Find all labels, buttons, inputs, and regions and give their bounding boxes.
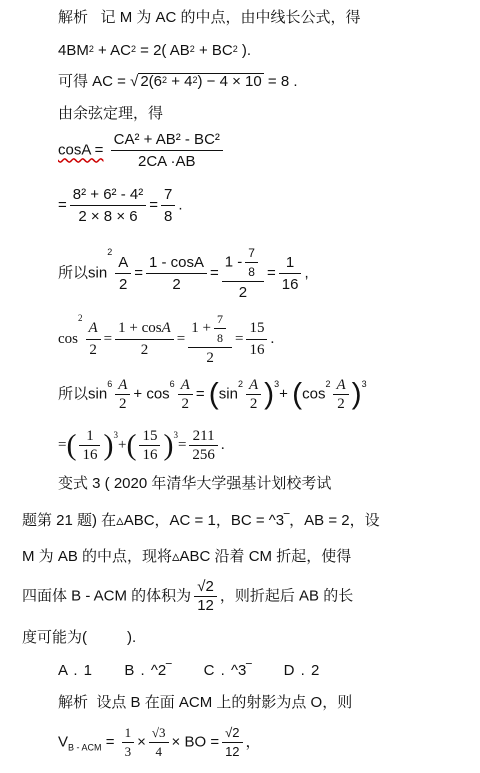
analysis-tag: 解析 bbox=[58, 9, 89, 26]
answer-options bbox=[58, 661, 319, 681]
analysis-line-1: 解析 记 M 为 AC 的中点，由中线长公式，得 bbox=[58, 9, 361, 26]
option-d: D . 2 bbox=[283, 662, 320, 679]
cos-squared-half: $\cos^2$ $\frac{A}{2}$ = $\frac{1 + \cos A}{2}$ = 1 + $\frac{7}{8}$ 2 = $\frac{15}{16}$ . bbox=[58, 312, 275, 366]
volume-formula: $V_{B - ACM}$ = $\frac{1}{3}$ × $\frac{√3}{4}$ × BO = $\frac{√2}{12}$ ， bbox=[58, 725, 261, 759]
problem-line-1: 题第 21 题) 在▵ABC，AC = 1，BC = ^3‾，AB = 2，设 bbox=[22, 512, 380, 529]
option-c: C . ^3‾ bbox=[203, 662, 252, 679]
cos-formula: cosA = $\frac{\text{CA² + AB² - BC²}}{2CA \cdot AB}$ bbox=[58, 129, 226, 172]
ac-result: 可得 AC = √ $2(6^2 + 4^2) - 4 \times 10 = 8$ . bbox=[58, 73, 298, 90]
median-formula: $4BM^2 + AC^2 = 2$( $AB^2 + BC^2$ ). bbox=[58, 42, 252, 59]
analysis-line-2: 解析 设点 B 在面 ACM 上的射影为点 O，则 bbox=[58, 694, 353, 711]
variant-3-heading: 变式 3 ( 2020 年清华大学强基计划校考试 bbox=[58, 475, 332, 492]
option-a: A . 1 bbox=[58, 662, 93, 679]
cos-value: = $\frac{\text{8² + 6² - 4²}}{2 \times 8 \times 6}$ = $\frac{7}{8}$ . bbox=[58, 186, 183, 225]
sin-squared-half: 所以$\sin^2$ $\frac{A}{2}$ = $\frac{1 - \cos A}{2}$ = 1 - $\frac{7}{8}$ 2 = $\frac{1}{16}$ , bbox=[58, 246, 309, 301]
sin6-cos6: 所以$\sin^6$ $\frac{A}{2}$ + $\cos^6$ $\frac{A}{2}$ = ($\sin^2$ $\frac{A}{2}$ )$^3+ (\cos^2$ $\frac{A}{2}$ )$^3$ bbox=[58, 377, 367, 412]
final-value: =( $\frac{1}{16}$ )$^3$+( $\frac{15}{16}$ )$^3$= $\frac{211}{256}$ . bbox=[58, 428, 225, 463]
cosine-law-intro: 由余弦定理，得 bbox=[58, 105, 164, 122]
problem-line-2: M 为 AB 的中点，现将▵ABC 沿着 CM 折起，使得 bbox=[22, 548, 352, 565]
problem-line-4: 度可能为( ). bbox=[22, 629, 137, 646]
option-b: B . ^2‾ bbox=[124, 662, 172, 679]
problem-line-3: 四面体 B - ACM 的体积为 $\frac{√2}{12}$ ，则折起后 AB 的长 bbox=[22, 578, 354, 614]
